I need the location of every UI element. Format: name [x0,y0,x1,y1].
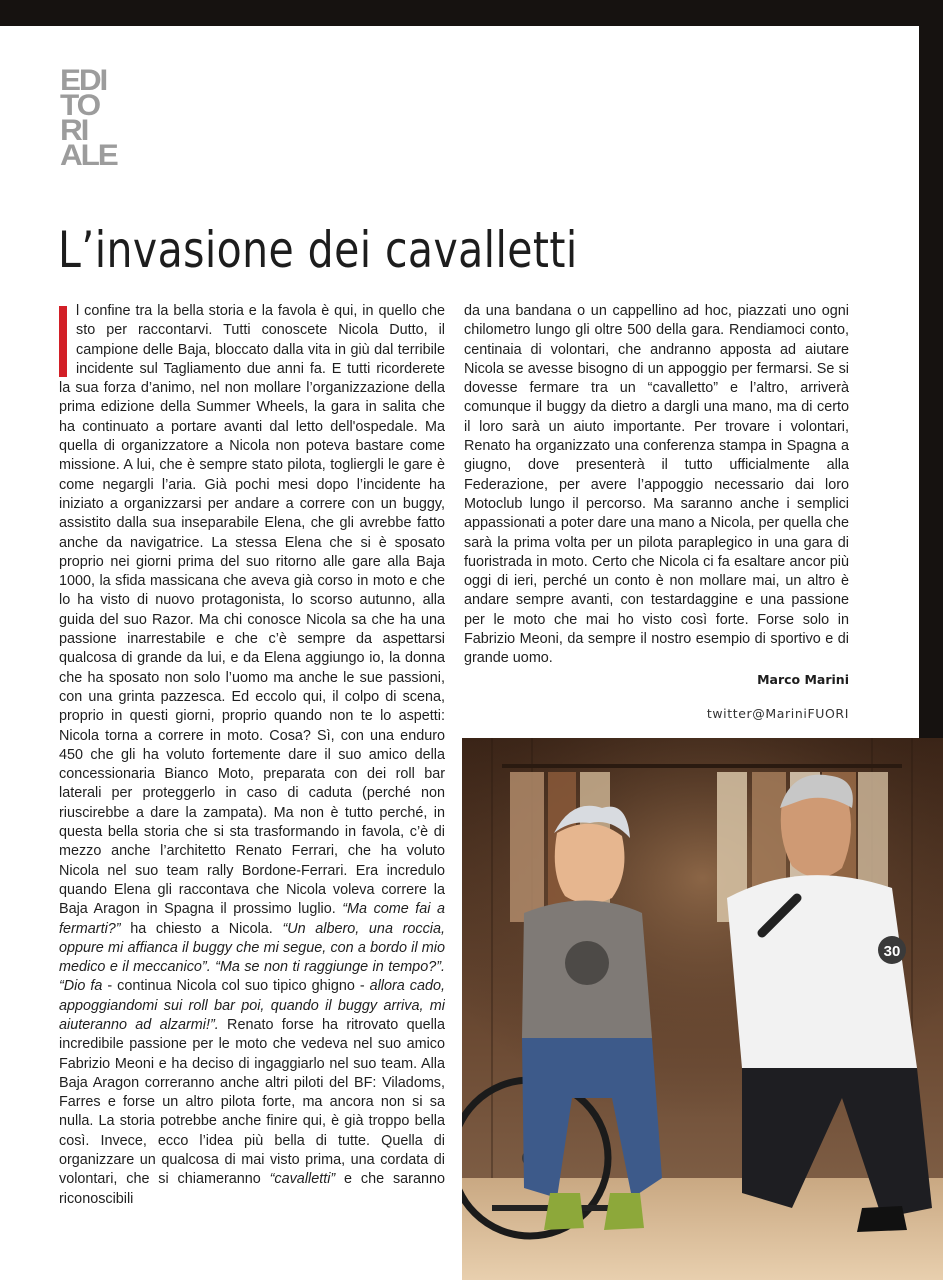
article-photo [462,738,943,1280]
author-twitter-handle: twitter@MariniFUORI [706,706,849,721]
logo-line: RI [60,114,88,147]
right-frame-bar [919,0,943,740]
text-run: l confine tra la bella storia e la favola è qui, in quello che sto per raccontarvi. Tutti conoscete Nicola Dutto, il campione delle Baja, bloccato dalla vita in giù dal terribile incidente sul Tagliamento due anni fa. E tutti ricorderete la sua forza d’animo, nel non mollare l’organizzazione della prima edizione della Summer Wheels, la gara in salita che ha continuato a portare avanti dal letto dell'ospedale. Ma quella di organizzatore a Nicola non poteva bastare come missione. A lui, che è sempre stato pilota, togliergli le gare è come negargli l’aria. Già pochi mesi dopo l’incidente ha iniziato a organizzarsi per andare a correre con un buggy, assistito dalla sua inseparabile Elena, che gli avrebbe fatto anche da navigatrice. La stessa Elena che si è sposato proprio nei giorni prima del suo ritorno alle gare alla Baja 1000, la sfida massicana che aveva già corso in moto e che lo ha visto di nuovo protagonista, lo scorso autunno, alla guida del suo Razor. Ma chi conosce Nicola sa che ha una passione inarrestabile e che c’è sempre da aspettarsi qualcosa di grande da lui, e da Elena aggiungo io, la donna che ha sposato non solo l’uomo ma anche le sue passioni, con una grinta pazzesca. Ed eccolo qui, il colpo di scena, proprio in questi giorni, proprio quando non te lo aspetti: Nicola torna a correre in moto. Cosa? Sì, con una enduro 450 che gli ha voluto fortemente dare il suo amico della concessionaria Bianco Moto, preparata con dei roll bar laterali per proteggerlo in caso di caduta (perché non riuscirebbe a dare la zampata). Ma non è tutto perché, in questa bella storia che si sta trasformando in favola, c’è di mezzo anche l’architetto Renato Ferrari, che ha voluto Nicola nel suo team rally Bordone-Ferrari. Era incredulo quando Elena gli raccontava che Nicola voleva correre la Baja Aragon in Spagna il prossimo luglio. [59,303,445,918]
drop-cap [59,306,67,377]
text-run: Renato forse ha ritrovato quella incredibile passione per le moto che vedeva nel suo amico Fabrizio Meoni e ha deciso di ingaggiarlo nel suo team. Alla Baja Aragon correranno anche altri piloti del BF: Viladoms, Farres e forse un altro pilota forte, ma ancora non si sa nulla. La storia potrebbe anche finire qui, è già troppo bella così. Invece, ecco l’idea più bella di tutte. Quella di organizzare un qualcosa di mai visto prima, una cordata di volontari, che si chiameranno [59,1016,445,1188]
article-column-left [59,302,445,1222]
author-byline: Marco Marini [757,672,849,687]
section-logo-editoriale [60,64,165,172]
logo-line: EDI [60,64,107,97]
article-headline: L’invasione dei cavalletti [58,221,578,279]
jacket-number: 30 [883,943,901,960]
face [555,824,625,904]
text-run: e che saranno riconoscibili [59,1171,445,1207]
photo-illustration [462,738,943,1280]
text-run: “Ma come fai a fermarti?” [59,901,445,937]
text-run: ha chiesto a Nicola. [120,920,283,937]
shoe-right [857,1206,907,1232]
logo-line: TO [60,89,99,122]
left-shoe [544,1193,584,1230]
right-shoe [604,1193,644,1230]
article-body-right: da una bandana o un cappellino ad hoc, piazzati uno ogni chilometro lungo gli oltre 500 della gara. Rendiamoci conto, centinaia di volontari, che andranno apposta ad aiutare Nicola se avesse bisogno di un appoggio per fermarsi. Se si dovesse fermare tra un “cavalletto” e l’altro, arriverà comunque il buggy da dietro a dargli una mano, ma di certo il loro sarà un aiuto importante. Per trovare i volontari, Renato ha organizzato una conferenza stampa in Spagna a giugno, dove presenterà il tutto ufficialmente alla Federazione, per avere l’appoggio necessario dai loro Motoclub lungo il percorso. Ma saranno anche i semplici appassionati a poter dare una mano a Nicola, per quella che sarà la prima volta per un pilota paraplegico in una gara di fuoristrada in moto. Certo che Nicola ci fa esaltare ancor più oggi di ieri, perché un conto è non mollare mai, un altro è andare sempre avanti, con testardaggine e una passione per le moto che mai ho visto così forte. Forse solo in Fabrizio Meoni, da sempre il nostro esempio di sportivo e di grande uomo. [464,303,849,667]
text-run: allora cado, appoggiandomi sui roll bar poi, quando il buggy arriva, mi aiuteranno ad alzarmi!”. [59,978,445,1033]
logo-line: ALE [60,139,117,172]
article-column-right [464,302,849,667]
text-run: “cavalletti” [269,1171,336,1188]
white-jacket [727,875,917,1068]
text-run: “Un albero, una roccia, oppure mi affianca il buggy che mi segue, con a bordo il mio medico e il meccanico”. “Ma se non ti raggiunge in tempo?”. “Dio fa [59,920,445,995]
article-body-left [59,302,445,1209]
text-run: - continua Nicola col suo tipico ghigno - [102,978,370,995]
top-frame-bar [0,0,943,26]
